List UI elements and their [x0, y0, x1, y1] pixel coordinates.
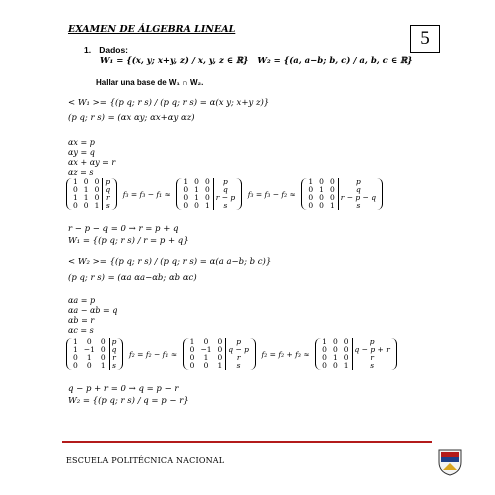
matrix-augmented-cell: r − p: [213, 194, 238, 202]
matrix-cell: 0: [86, 337, 92, 346]
matrix-cell: 1: [217, 361, 223, 370]
matrix-cell: 0: [83, 201, 89, 210]
subspace-definitions: [100, 56, 413, 66]
matrix-row: [305, 202, 379, 210]
w1-operation-2: f₃ = f₃ − f₂ ≈: [247, 189, 296, 199]
matrix-augmented-cell: q: [213, 186, 238, 194]
w2-matrix-c: [315, 338, 397, 370]
matrix-cell: 0: [189, 345, 195, 354]
matrix-cell: 0: [73, 353, 78, 362]
matrix-augmented-cell: s: [226, 362, 252, 370]
matrix-cell: 1: [189, 337, 195, 346]
w2-condition: q − p + r = 0 → q = p − r: [68, 384, 179, 394]
matrix-cell: 0: [100, 345, 106, 354]
matrix-cell: 0: [73, 361, 78, 370]
w2-matrix-b: [183, 338, 256, 370]
page-number: 5: [410, 25, 440, 53]
w2-operation-1: f₂ = f₂ − f₁ ≈: [128, 349, 178, 359]
matrix-augmented-cell: s: [338, 202, 379, 210]
matrix-cell: 0: [308, 185, 314, 194]
problem-number: 1.: [84, 45, 92, 55]
matrix-row: [319, 346, 393, 354]
matrix-cell: 1: [100, 361, 106, 370]
w2-equations: [68, 296, 117, 336]
matrix-cell: 1: [83, 185, 89, 194]
matrix-cell: 0: [322, 361, 327, 370]
matrix-augmented-cell: q − p: [226, 346, 252, 354]
matrix-cell: 0: [332, 337, 338, 346]
matrix-cell: 1: [86, 353, 92, 362]
w2-matrix-a: [66, 338, 123, 370]
matrix-cell: 1: [73, 193, 78, 202]
matrix-cell: 0: [343, 353, 349, 362]
matrix-cell: 1: [183, 177, 189, 186]
matrix-cell: 0: [183, 185, 189, 194]
matrix-cell: 0: [94, 177, 100, 186]
matrix-cell: 1: [194, 193, 199, 202]
matrix-row: [70, 362, 119, 370]
w1-matrix-b: [176, 178, 242, 210]
matrix-augmented-cell: q: [103, 186, 113, 194]
matrix-cell: 1: [73, 177, 78, 186]
w1-row-reduction: [66, 178, 383, 210]
matrix-cell: 1: [73, 337, 78, 346]
matrix-augmented-cell: q: [109, 346, 119, 354]
matrix-cell: 0: [329, 193, 335, 202]
matrix-row: [319, 362, 393, 370]
w1-equation: αz = s: [68, 168, 94, 177]
matrix-augmented-cell: p: [352, 338, 393, 346]
matrix-cell: 0: [86, 361, 92, 370]
matrix-cell: 1: [203, 353, 209, 362]
matrix-cell: 1: [329, 201, 335, 210]
matrix-row: [187, 362, 252, 370]
w2-row-reduction: [66, 338, 397, 370]
w2-equality-line: (p q; r s) = (αa αa−αb; αb αc): [68, 273, 197, 283]
matrix-cell: 0: [73, 201, 78, 210]
w2-definition: W₂ = {(a, a−b; b, c) / a, b, c ∈ ℝ}: [257, 56, 413, 66]
w1-equation: αx + αy = r: [68, 158, 116, 167]
matrix-cell: 0: [94, 193, 100, 202]
matrix-cell: 0: [100, 337, 106, 346]
school-crest-icon: [436, 446, 464, 476]
task-statement: Hallar una base de W₁ ∩ W₂.: [96, 78, 204, 87]
footer-rule: [62, 441, 432, 443]
matrix-augmented-cell: p: [213, 178, 238, 186]
matrix-cell: 0: [204, 185, 210, 194]
matrix-cell: 0: [319, 177, 324, 186]
w2-equation: αc = s: [68, 326, 94, 335]
w1-operation-1: f₃ = f₃ − f₁ ≈: [122, 189, 171, 199]
matrix-cell: 0: [194, 201, 199, 210]
w1-condition: r − p − q = 0 → r = p + q: [68, 224, 179, 234]
matrix-augmented-cell: p: [338, 178, 379, 186]
matrix-cell: 0: [100, 353, 106, 362]
matrix-augmented-cell: s: [103, 202, 113, 210]
matrix-cell: 0: [343, 345, 349, 354]
matrix-cell: 0: [319, 193, 324, 202]
matrix-row: [180, 202, 238, 210]
w2-operation-2: f₂ = f₂ + f₃ ≈: [261, 349, 310, 359]
matrix-augmented-cell: r: [109, 354, 119, 362]
matrix-cell: 1: [332, 353, 338, 362]
matrix-augmented-cell: q − p + r: [352, 346, 393, 354]
matrix-cell: 0: [343, 337, 349, 346]
exam-title: EXAMEN DE ÁLGEBRA LINEAL: [68, 24, 236, 35]
matrix-cell: 0: [322, 345, 327, 354]
matrix-cell: 1: [319, 185, 324, 194]
matrix-augmented-cell: q: [338, 186, 379, 194]
matrix-cell: 1: [73, 345, 78, 354]
matrix-cell: 0: [308, 193, 314, 202]
w1-equality-line: (p q; r s) = (αx αy; αx+αy αz): [68, 113, 195, 123]
matrix-augmented-cell: r − p − q: [338, 194, 379, 202]
matrix-cell: 0: [329, 177, 335, 186]
matrix-cell: 0: [217, 345, 223, 354]
w2-equation: αa − αb = q: [68, 306, 118, 315]
w2-equation: αa = p: [68, 296, 96, 305]
matrix-cell: 0: [94, 185, 100, 194]
matrix-cell: 0: [217, 353, 223, 362]
matrix-cell: 0: [203, 337, 209, 346]
matrix-cell: 0: [329, 185, 335, 194]
matrix-cell: 1: [343, 361, 349, 370]
matrix-cell: 0: [322, 353, 327, 362]
matrix-cell: 1: [83, 193, 89, 202]
matrix-cell: 0: [194, 177, 199, 186]
matrix-cell: 1: [322, 337, 327, 346]
w2-result: W₂ = {(p q; r s) / q = p − r}: [68, 396, 189, 406]
matrix-row: [305, 178, 379, 186]
matrix-cell: 0: [183, 193, 189, 202]
matrix-augmented-cell: s: [352, 362, 393, 370]
matrix-cell: −1: [83, 345, 95, 354]
w1-result: W₁ = {(p q; r s) / r = p + q}: [68, 236, 189, 246]
matrix-augmented-cell: p: [109, 338, 119, 346]
w1-equation: αx = p: [68, 138, 95, 147]
matrix-cell: 0: [204, 177, 210, 186]
matrix-row: [319, 354, 393, 362]
matrix-cell: 0: [204, 193, 210, 202]
w1-equation: αy = q: [68, 148, 95, 157]
w1-span-line: < W₁ >= {(p q; r s) / (p q; r s) = α(x y; x+y z)}: [68, 98, 270, 108]
matrix-cell: 0: [308, 201, 314, 210]
matrix-cell: 0: [83, 177, 89, 186]
matrix-cell: −1: [200, 345, 212, 354]
w1-matrix-c: [301, 178, 383, 210]
matrix-row: [70, 202, 113, 210]
matrix-augmented-cell: r: [226, 354, 252, 362]
matrix-cell: 0: [189, 361, 195, 370]
matrix-cell: 0: [217, 337, 223, 346]
matrix-cell: 0: [203, 361, 209, 370]
w2-span-line: < W₂ >= {(p q; r s) / (p q; r s) = α(a a−b; b c)}: [68, 257, 272, 267]
w2-equation: αb = r: [68, 316, 95, 325]
matrix-cell: 0: [189, 353, 195, 362]
matrix-cell: 1: [94, 201, 100, 210]
matrix-cell: 0: [73, 185, 78, 194]
matrix-cell: 1: [308, 177, 314, 186]
matrix-augmented-cell: p: [226, 338, 252, 346]
matrix-augmented-cell: s: [213, 202, 238, 210]
w1-matrix-a: [66, 178, 117, 210]
matrix-cell: 0: [332, 361, 338, 370]
matrix-augmented-cell: r: [352, 354, 393, 362]
problem-statement: [84, 45, 128, 56]
matrix-augmented-cell: s: [109, 362, 119, 370]
footer-text: ESCUELA POLITÉCNICA NACIONAL: [66, 456, 225, 465]
matrix-cell: 1: [204, 201, 210, 210]
matrix-row: [305, 194, 379, 202]
w1-definition: W₁ = {(x, y; x+y, z) / x, y, z ∈ ℝ}: [100, 56, 249, 66]
matrix-cell: 1: [194, 185, 199, 194]
w1-equations: [68, 138, 115, 178]
matrix-augmented-cell: r: [103, 194, 113, 202]
given-label: Dados:: [99, 45, 129, 55]
matrix-cell: 0: [332, 345, 338, 354]
matrix-cell: 0: [319, 201, 324, 210]
matrix-augmented-cell: p: [103, 178, 113, 186]
matrix-cell: 0: [183, 201, 189, 210]
